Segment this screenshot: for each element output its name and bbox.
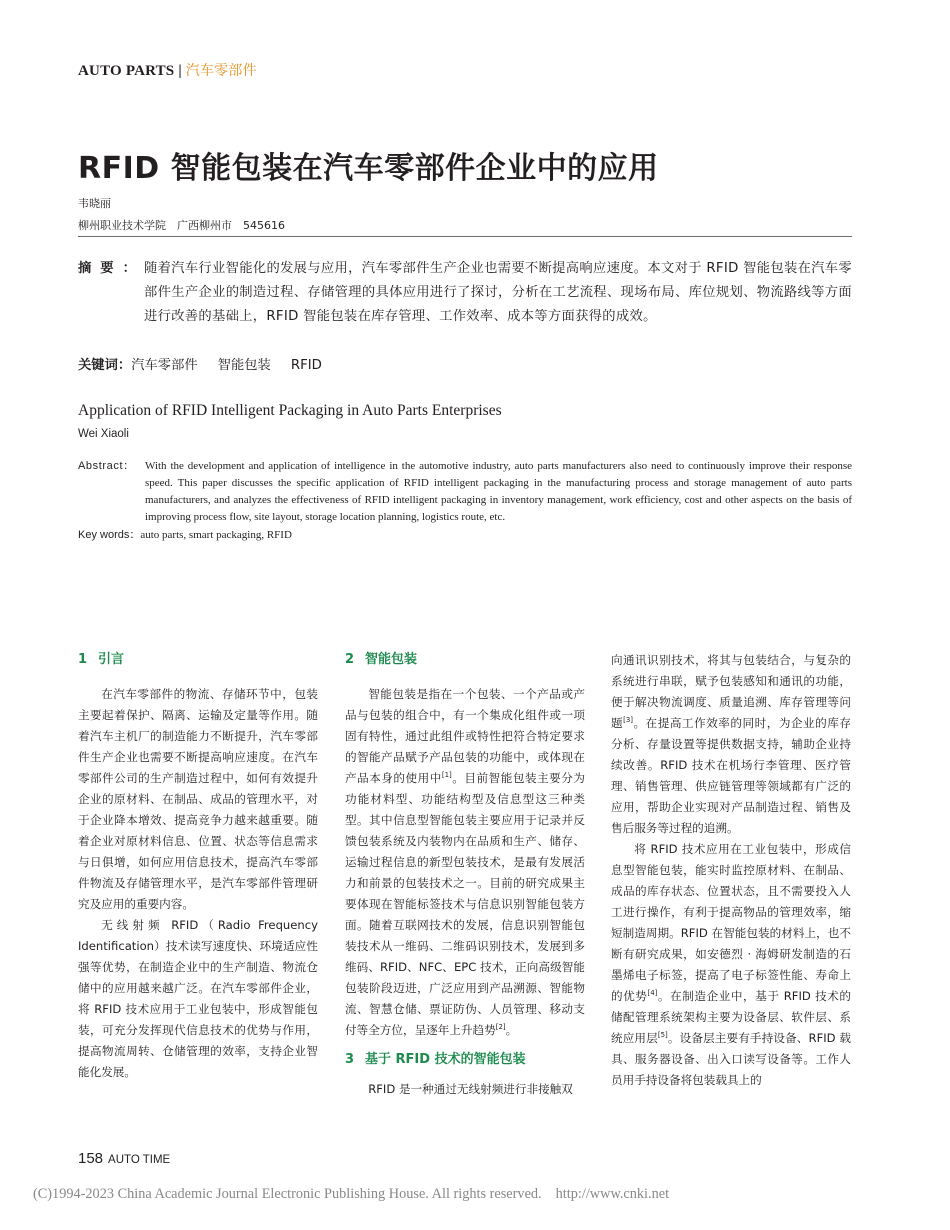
keyword-cn-item: 智能包装	[217, 358, 271, 373]
text-run: 智能包装是指在一个包装、一个产品或产品与包装的组合中，有一个集成化组件或一项固有特性，通过此组件或特性把符合特定要求的智能产品赋予产品包装的功能中，或体现在产品本身的使用中	[345, 687, 585, 785]
citation-ref: [2]	[495, 1023, 506, 1031]
section-number: 1	[78, 652, 88, 667]
abstract-cn	[78, 257, 852, 329]
text-run: 将 RFID 技术应用在工业包装中，形成信息型智能包装，能实时监控原材料、在制品、成品的库存状态、位置状态，且不需要投入人工进行操作，有利于提高物品的管理效率，缩短制造周期。RFID 在智能包装的材料上，也不断有研究成果，如安德烈 · 海姆研发制造的石墨烯电子标签，提高了电子标签性能、寿命上的优势	[611, 842, 851, 1003]
citation-ref: [3]	[623, 716, 634, 724]
copyright-notice	[33, 1186, 669, 1203]
citation-ref: [1]	[441, 771, 452, 779]
copyright-link[interactable]: http://www.cnki.net	[555, 1186, 670, 1202]
affiliation: 柳州职业技术学院 广西柳州市 545616	[78, 219, 285, 232]
body-paragraph: RFID 是一种通过无线射频进行非接触双	[368, 1082, 573, 1096]
body-paragraph	[611, 839, 851, 1091]
text-run: 。设备层主要有手持设备、RFID 载具、服务器设备、出入口读写设备等。工作人员用手持设备将包装载具上的	[611, 1031, 851, 1087]
keyword-cn-item: RFID	[290, 358, 322, 373]
keywords-en-label: Key words：	[78, 529, 141, 541]
section-title: 基于 RFID 技术的智能包装	[365, 1052, 526, 1067]
citation-ref: [4]	[647, 989, 658, 997]
section-label-en: AUTO PARTS	[78, 63, 175, 79]
section-label-cn: 汽车零部件	[185, 63, 257, 79]
text-run: 向通讯识别技术，将其与包装结合，与复杂的系统进行串联，赋予包装感知和通讯的功能，便于解决物流调度、质量追溯、库存管理等问题	[611, 653, 851, 730]
abstract-en	[78, 458, 852, 526]
body-column-2	[345, 650, 585, 1100]
section-heading	[78, 650, 318, 670]
abstract-cn-label: 摘要：	[78, 261, 145, 276]
body-paragraph	[345, 684, 585, 1041]
keywords-en	[78, 526, 292, 542]
article-title: RFID 智能包装在汽车零部件企业中的应用	[78, 151, 659, 186]
keywords-cn	[78, 354, 342, 373]
abstract-cn-text: 随着汽车行业智能化的发展与应用，汽车零部件生产企业也需要不断提高响应速度。本文对于 RFID 智能包装在汽车零部件生产企业的制造过程、存储管理的具体应用进行了探讨，分析在工艺流程、现场布局、库位规划、物流路线等方面进行改善的基础上，RFID 智能包装在库存管理、工作效率、成本等方面获得的成效。	[144, 261, 852, 324]
author-en: Wei Xiaoli	[78, 428, 129, 440]
abstract-en-label: Abstract：	[78, 460, 135, 472]
body-column-1	[78, 650, 318, 1083]
header-divider	[78, 236, 852, 237]
body-paragraph	[611, 650, 851, 839]
section-label	[78, 60, 257, 80]
text-run: 。目前智能包装主要分为功能材料型、功能结构型及信息型这三种类型。其中信息型智能包装主要应用于记录并反馈包装系统及内装物内在品质和生产、储存、运输过程信息的新型包装技术，是最有发展活力和前景的包装技术之一。目前的研究成果主要体现在智能标签技术与信息识别智能包装方面。随着互联网技术的发展，信息识别智能包装技术从一维码、二维码识别技术，发展到多维码、RFID、NFC、EPC 技术，正向高级智能包装阶段迈进，广泛应用到产品溯源、智能物流、智慧仓储、票证防伪、人员管理、移动支付等全方位，呈逐年上升趋势	[345, 771, 585, 1037]
keywords-cn-label: 关键词：	[78, 358, 132, 373]
author: 韦晓丽	[78, 197, 111, 210]
section-title: 智能包装	[365, 652, 418, 667]
magazine-name: AUTO TIME	[108, 1154, 171, 1166]
section-divider: |	[178, 63, 182, 79]
text-run: 。在制造企业中，基于 RFID 技术的储配管理系统架构主要为设备层、软件层、系统应用层	[611, 989, 851, 1045]
text-run: 。在提高工作效率的同时，为企业的库存分析、存量设置等提供数据支持，辅助企业持续改善。RFID 技术在机场行李管理、医疗管理、销售管理、供应链管理等领域都有广泛的应用，帮助企业实现对产品制造过程、销售及售后服务等过程的追溯。	[611, 716, 851, 835]
abstract-en-text: With the development and application of intelligence in the automotive industry, auto parts manufacturers also need to continuously improve their response speed. This paper discusses the specific application of RFID intelligent packaging in the manufacturing process and storage management of auto parts manufacturers, and analyzes the effectiveness of RFID intelligent packaging in inventory management, work efficiency, cost and other aspects on the basis of improving process flow, site layout, storage location planning, logistics route, etc.	[145, 460, 852, 523]
article-title-en: Application of RFID Intelligent Packaging in Auto Parts Enterprises	[78, 402, 502, 419]
keywords-en-text: auto parts, smart packaging, RFID	[140, 529, 292, 541]
body-paragraph: 在汽车零部件的物流、存储环节中，包装主要起着保护、隔离、运输及定量等作用。随着汽车主机厂的制造能力不断提升，汽车零部件生产企业也需要不断提高响应速度。在汽车零部件公司的生产制造过程中，如何有效提升企业的原材料、在制品、成品的管理水平，对于企业降本增效、提高竞争力越来越重要。随着企业对原材料信息、位置、状态等信息需求与日俱增，如何应用信息技术，提高汽车零部件物流及存储管理水平，是汽车零部件管理研究及应用的重要内容。	[78, 687, 318, 911]
citation-ref: [5]	[657, 1031, 668, 1039]
text-run: 。	[505, 1023, 518, 1037]
section-number: 3	[345, 1052, 355, 1067]
page-number: 158	[78, 1150, 104, 1167]
section-heading	[345, 1050, 585, 1070]
copyright-text: (C)1994-2023 China Academic Journal Electronic Publishing House. All rights reserved.	[33, 1186, 542, 1202]
page-footer	[78, 1148, 170, 1167]
keyword-cn-item: 汽车零部件	[131, 358, 198, 373]
body-column-3	[611, 650, 851, 1091]
section-heading	[345, 650, 585, 670]
section-number: 2	[345, 652, 355, 667]
body-paragraph: 无线射频 RFID（Radio Frequency Identification）技术读写速度快、环境适应性强等优势，在制造企业中的生产制造、物流仓储中的应用越来越广泛。在汽车零部件企业，将 RFID 技术应用于工业包装中，形成智能包装，可充分发挥现代信息技术的优势与作用，提高物流周转、仓储管理的效率，支持企业智能化发展。	[78, 918, 318, 1079]
section-title: 引言	[98, 652, 125, 667]
